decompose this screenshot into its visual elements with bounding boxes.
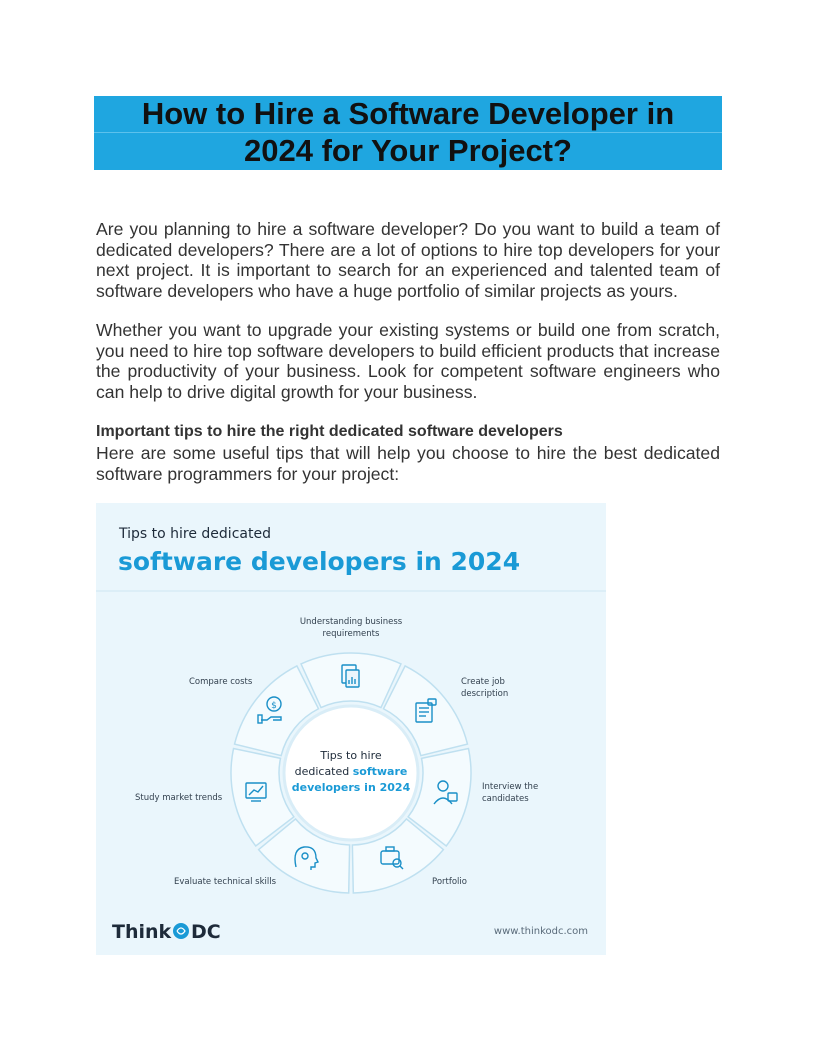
document-title-line-1: How to Hire a Software Developer in [141,96,675,131]
label-evaluate-technical-skills: Evaluate technical skills [174,877,277,887]
center-text-line-1: Tips to hire [320,749,382,762]
tips-heading: Important tips to hire the right dedicated software developers [96,423,563,440]
website-url: www.thinkodc.com [493,926,588,937]
center-text-line-2: dedicated software [294,765,408,778]
document-title-banner [94,96,722,170]
label-create-job-line-2: description [461,689,509,699]
label-interview-line-1: Interview the [482,782,539,792]
label-create-job-line-1: Create job [461,677,505,687]
label-understanding-line-1: Understanding business [299,617,403,627]
label-compare-costs: Compare costs [189,677,253,687]
tips-intro-paragraph: Here are some useful tips that will help you choose to hire the best dedicated software programmers for your project: [96,443,720,484]
infographic-header-large: software developers in 2024 [118,547,521,576]
intro-paragraph: Are you planning to hire a software developer? Do you want to build a team of dedicated developers? There are a lot of options to hire top developers for your next project. It is important to search for an experienced and talented team of software developers who have a huge portfolio of similar projects as yours. [96,219,720,301]
second-paragraph: Whether you want to upgrade your existing systems or build one from scratch, you need to hire top software developers to build efficient products that increase the productivity of your business. Look for competent software engineers who can help to drive digital growth for your business. [96,320,720,402]
document-title-line-2: 2024 for Your Project? [244,133,572,168]
label-portfolio: Portfolio [432,877,467,887]
label-interview-line-2: candidates [482,794,529,804]
label-understanding-line-2: requirements [322,629,380,639]
infographic-image [96,503,606,955]
center-text-line-3: developers in 2024 [291,781,411,794]
svg-text:$: $ [271,701,277,711]
logo-text-think: Think [112,921,172,943]
logo-text-dc: DC [191,921,221,943]
infographic-header-small: Tips to hire dedicated [119,526,271,542]
logo-globe-icon [173,923,189,939]
label-study-market-trends: Study market trends [135,793,223,803]
